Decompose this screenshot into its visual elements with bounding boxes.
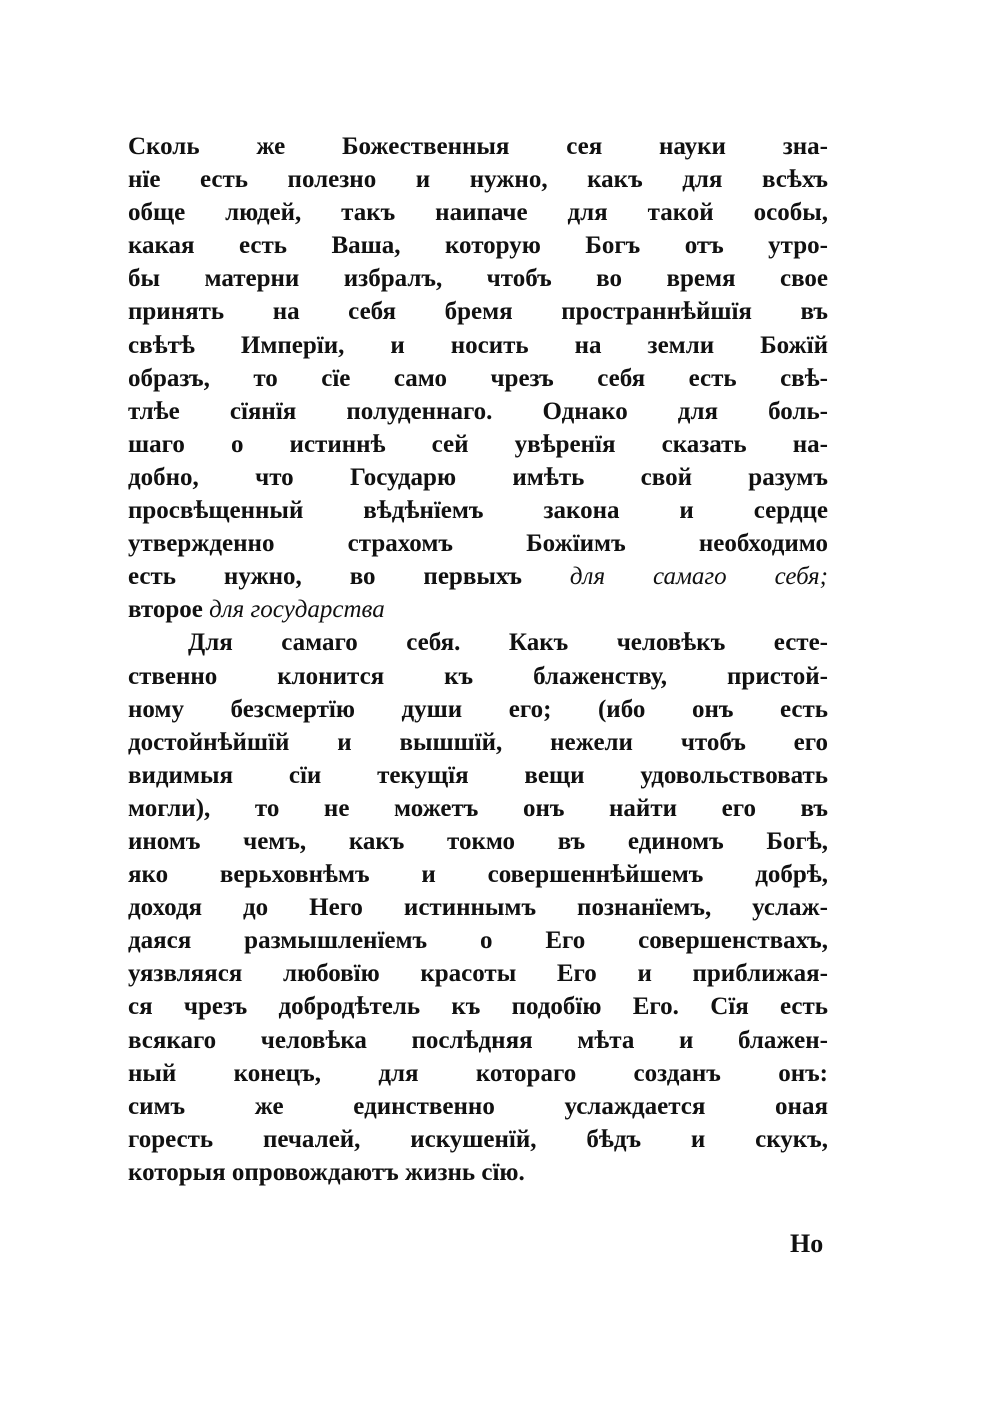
text-line: горесть печалей, искушенїй, бѣдъ и скукъ, <box>128 1125 828 1153</box>
text-line: уязвляяся любовїю красоты Его и приближая- <box>128 960 828 988</box>
text-line: иномъ чемъ, какъ токмо въ единомъ Богѣ, <box>128 827 828 855</box>
text-line: видимыя сїи текущїя вещи удовольствовать <box>128 761 828 789</box>
text-line: ному безсмертїю души его; (ибо онъ есть <box>128 695 828 723</box>
text-line: какая есть Ваша, которую Богъ отъ утро- <box>128 232 828 260</box>
text-line: добно, что Государю имѣть свой разумъ <box>128 463 828 491</box>
text-line: доходя до Него истиннымъ познанїемъ, услаж- <box>128 894 828 922</box>
text-line: утвержденно страхомъ Божїимъ необходимо <box>128 530 828 558</box>
text-line: симъ же единственно услаждается оная <box>128 1092 828 1120</box>
text-line: Для самаго себя. Какъ человѣкъ есте- <box>188 629 828 657</box>
text-line: просвѣщенный вѣдѣнїемъ закона и сердце <box>128 497 828 525</box>
text-line: образъ, то сїе само чрезъ себя есть свѣ- <box>128 364 828 392</box>
text-line: всякаго человѣка послѣдняя мѣта и блажен- <box>128 1026 828 1054</box>
text-line: даяся размышленїемъ о Его совершенствахъ, <box>128 927 828 955</box>
text-line: тлѣе сїянїя полуденнаго. Однако для боль- <box>128 397 828 425</box>
text-line: ный конецъ, для котораго созданъ онъ: <box>128 1059 828 1087</box>
text-line: яко верьховнѣмъ и совершеннѣйшемъ добрѣ, <box>128 861 828 889</box>
text-line: принять на себя бремя пространнѣйшїя въ <box>128 298 828 326</box>
text-line: ся чрезъ добродѣтель къ подобїю Его. Сїя есть <box>128 993 828 1021</box>
text-line: обще людей, такъ наипаче для такой особы, <box>128 199 828 227</box>
catchword: Но <box>790 1229 824 1258</box>
text-line: свѣтѣ Имперїи, и носить на земли Божїй <box>128 331 828 359</box>
text-segment: есть нужно, во первыхъ <box>128 563 570 591</box>
text-line: ственно клонится къ блаженству, пристой- <box>128 662 828 690</box>
text-line: Сколь же Божественныя сея науки зна- <box>128 133 828 160</box>
text-line: достойнѣйшїй и вышшїй, нежели чтобъ его <box>128 728 828 756</box>
text-line: бы матерни избралъ, чтобъ во время свое <box>128 265 828 293</box>
text-segment: второе <box>128 596 210 624</box>
text-line: шаго о истиннѣ сей увѣренїя сказать на- <box>128 430 828 458</box>
text-line <box>128 560 828 593</box>
text-line: нїе есть полезно и нужно, какъ для всѣхъ <box>128 166 828 194</box>
text-line: которыя опровождаютъ жизнь сїю. <box>128 1158 525 1186</box>
text-line <box>128 593 828 626</box>
body-text <box>128 130 828 1189</box>
italic-phrase: для государства <box>209 596 385 624</box>
italic-phrase: для самаго себя; <box>569 563 828 591</box>
text-line: могли), то не можетъ онъ найти его въ <box>128 794 828 822</box>
